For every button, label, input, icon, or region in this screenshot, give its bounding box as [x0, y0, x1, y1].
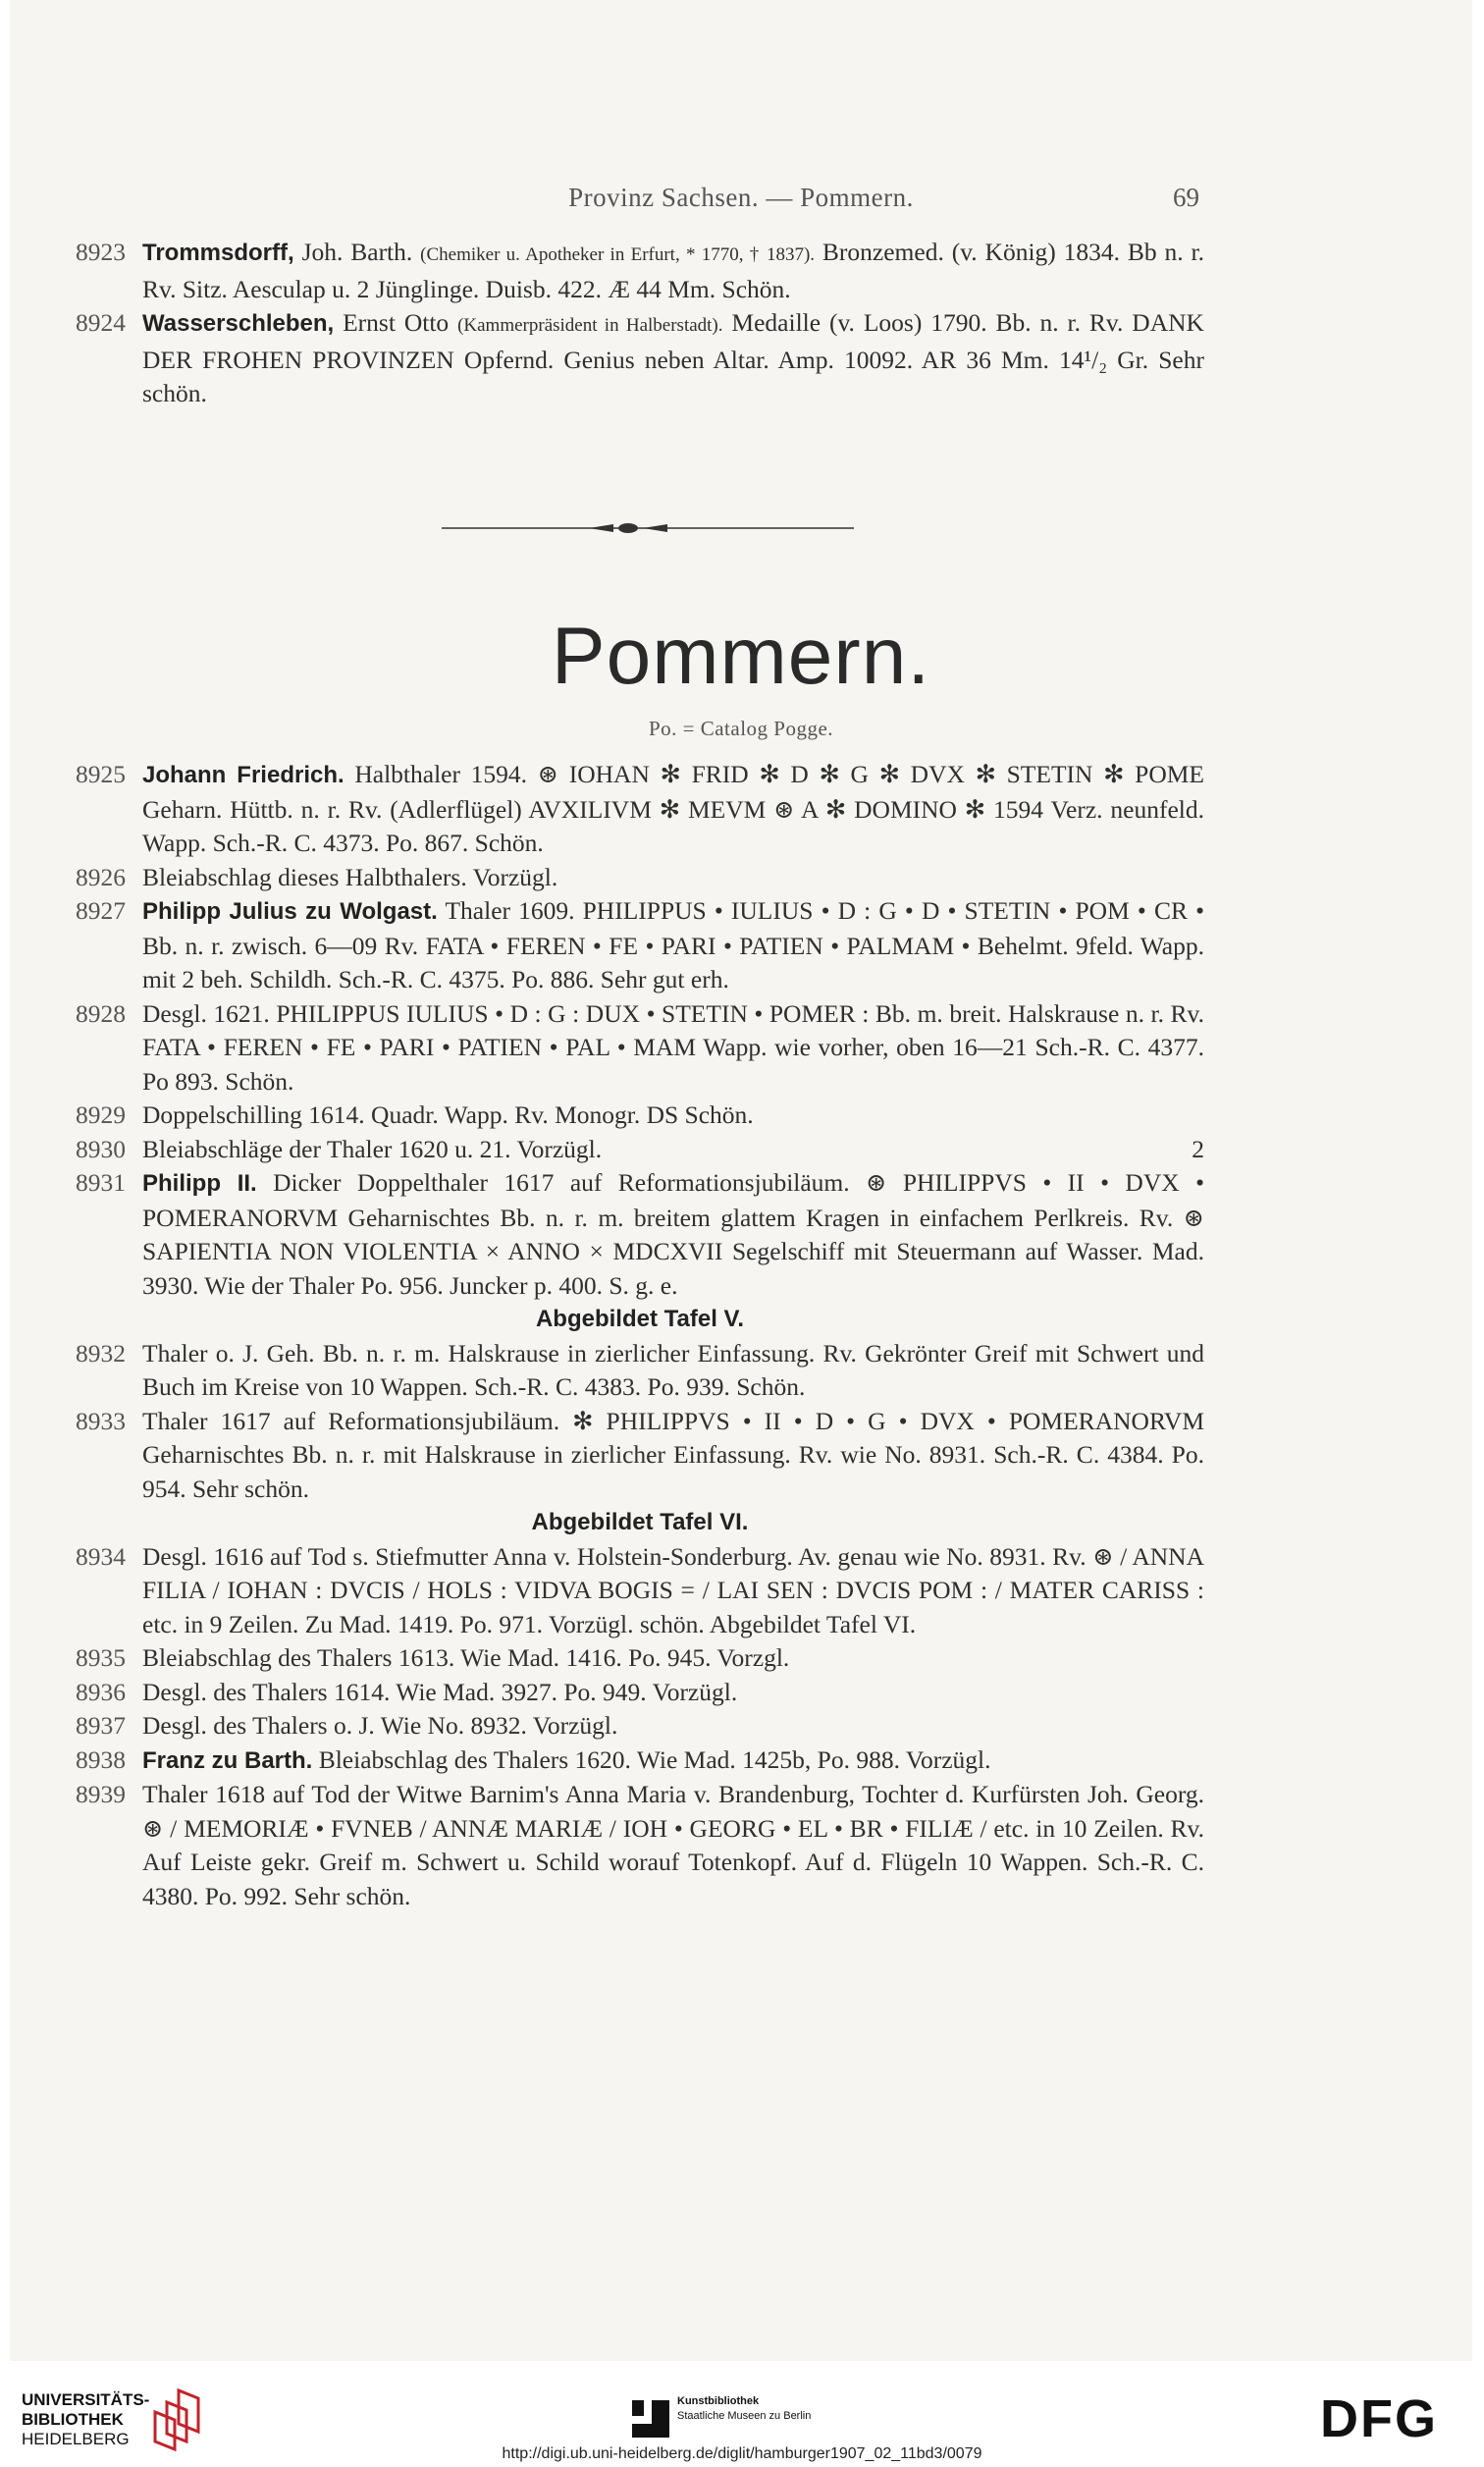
catalog-entry	[76, 1099, 1204, 1133]
logo-text-line: Kunstbibliothek	[677, 2395, 760, 2407]
catalog-entry	[76, 758, 1204, 861]
logo-text-line: Staatliche Museen zu Berlin	[677, 2410, 812, 2422]
kunstbibliothek-logo-icon	[632, 2400, 669, 2438]
logo-text-line: BIBLIOTHEK	[22, 2410, 124, 2429]
entry-text: Desgl. des Thalers o. J. Wie No. 8932. Vorzügl.	[142, 1711, 618, 1740]
entry-text: Dicker Doppelthaler 1617 auf Reformationsjubiläum. ⊛ PHILIPPVS • II • DVX • POMERANORVM Geharnischtes Bb. n. r. m. breitem glattem Kragen in einfachem Perlkreis. Rv. ⊛ SAPIENTIA NON VIOLENTIA × ANNO × MDCXVII Segelschiff mit Steuermann auf Wasser. Mad. 3930. Wie der Thaler Po. 956. Juncker p. 400. S. g. e.	[142, 1168, 1204, 1300]
page-header	[10, 183, 1472, 222]
entry-text: Bronzemed. (v. König) 1834. Bb n. r. Rv. Sitz. Aesculap u. 2 Jünglinge. Duisb. 422. Æ 44 Mm. Schön.	[142, 238, 1205, 303]
entry-text: Desgl. des Thalers 1614. Wie Mad. 3927. Po. 949. Vorzügl.	[142, 1677, 738, 1706]
entry-number: 8930	[76, 1134, 126, 1163]
entry-text: Thaler 1618 auf Tod der Witwe Barnim's Anna Maria v. Brandenburg, Tochter d. Kurfürsten Joh. Georg. ⊛ / MEMORIÆ • FVNEB / ANNÆ MARIÆ / IOH • GEORG • EL • BR • FILIÆ / etc. in 10 Zeilen. Rv. Auf Leiste gekr. Greif m. Schwert u. Schild worauf Totenkopf. Auf d. Flügeln 10 Wappen. Sch.-R. C. 4380. Po. 992. Sehr schön.	[142, 1780, 1204, 1910]
entry-number: 8923	[76, 238, 126, 266]
entry-number: 8932	[76, 1338, 126, 1368]
entry-text: Desgl. 1621. PHILIPPUS IULIUS • D : G : DUX • STETIN • POMER : Bb. m. breit. Halskrause n. r. Rv. FATA • FEREN • FE • PARI • PATIEN • PAL • MAM Wapp. wie vorher, oben 16—21 Sch.-R. C. 4377. Po 893. Schön.	[142, 998, 1204, 1096]
entry-number: 8934	[76, 1541, 126, 1571]
scanned-page	[10, 0, 1472, 2361]
catalog-entry	[76, 1676, 1204, 1710]
logo-text-line: HEIDELBERG	[22, 2430, 130, 2448]
catalog-entry	[76, 236, 1204, 306]
entry-text: Doppelschilling 1614. Quadr. Wapp. Rv. Monogr. DS Schön.	[142, 1100, 754, 1129]
ornament-divider	[442, 518, 854, 538]
catalog-entry	[76, 894, 1204, 997]
entry-text: Halbthaler 1594. ⊛ IOHAN ✻ FRID ✻ D ✻ G ✻ DVX ✻ STETIN ✻ POME Geharn. Hüttb. n. r. Rv. (Adlerflügel) AVXILIVM ✻ MEVM ⊛ A ✻ DOMINO ✻ 1594 Verz. neunfeld. Wapp. Sch.-R. C. 4373. Po. 867. Schön.	[142, 760, 1204, 857]
dfg-logo: DFG	[1320, 2389, 1438, 2448]
figure-reference: Abgebildet Tafel VI.	[531, 1509, 749, 1535]
library-emblem-icon	[145, 2383, 204, 2451]
catalog-entry	[76, 306, 1204, 411]
figure-reference: Abgebildet Tafel V.	[535, 1306, 745, 1332]
entry-name: Franz zu Barth.	[142, 1746, 313, 1774]
university-library-logo	[22, 2390, 149, 2449]
entry-number: 8936	[76, 1677, 126, 1706]
catalog-entry	[76, 1540, 1204, 1642]
entry-text: Bleiabschlag des Thalers 1620. Wie Mad. 1425b, Po. 988. Vorzügl.	[312, 1744, 991, 1774]
entry-name: Trommsdorff,	[142, 240, 294, 266]
entry-number: 8928	[76, 998, 126, 1028]
entry-number: 8926	[76, 862, 126, 891]
running-title: Provinz Sachsen. — Pommern.	[568, 183, 914, 212]
entry-number: 8925	[76, 760, 126, 788]
entry-name: Philipp II.	[142, 1170, 257, 1197]
catalog-entry	[76, 1709, 1204, 1743]
kunstbibliothek-label	[677, 2394, 811, 2424]
entry-number: 8931	[76, 1168, 126, 1197]
catalog-entry	[76, 1337, 1204, 1405]
entry-text: Bleiabschläge der Thaler 1620 u. 21. Vorzügl.	[142, 1134, 603, 1163]
entry-number: 8927	[76, 896, 126, 925]
entry-number: 8933	[76, 1406, 126, 1435]
entry-text: Medaille (v. Loos) 1790. Bb. n. r. Rv. DANK DER FROHEN PROVINZEN Opfernd. Genius neben Altar. Amp. 10092. AR 36 Mm. 14¹/₂ Gr. Sehr schön.	[142, 308, 1204, 407]
entry-name: Wasserschleben,	[142, 310, 335, 337]
footer	[0, 2361, 1484, 2467]
entry-note: (Kammerpräsident in Halberstadt).	[457, 315, 723, 336]
logo-text-line: UNIVERSITÄTS-	[22, 2390, 150, 2409]
entry-name: Johann Friedrich.	[142, 762, 344, 788]
entry-text: Thaler o. J. Geh. Bb. n. r. m. Halskrause in zierlicher Einfassung. Rv. Gekrönter Greif mit Schwert und Buch im Kreise von 10 Wappen. Sch.-R. C. 4383. Po. 939. Schön.	[142, 1338, 1204, 1401]
source-url[interactable]: http://digi.ub.uni-heidelberg.de/diglit/hamburger1907_02_11bd3/0079	[502, 2445, 982, 2462]
entries-main	[76, 758, 1204, 1913]
entry-number: 8924	[76, 308, 126, 337]
catalog-entry	[76, 1778, 1204, 1913]
entry-number: 8929	[76, 1100, 126, 1129]
page-number: 69	[1173, 183, 1199, 212]
entry-text: Thaler 1617 auf Reformationsjubiläum. ✻ PHILIPPVS • II • D • G • DVX • POMERANORVM Geharnischtes Bb. n. r. mit Halskrause in zierlicher Einfassung. Rv. wie No. 8931. Sch.-R. C. 4384. Po. 954. Sehr schön.	[142, 1406, 1204, 1503]
entries-top	[76, 236, 1204, 411]
entry-number: 8938	[76, 1744, 126, 1774]
catalog-entry	[76, 1405, 1204, 1507]
entry-number: 8939	[76, 1780, 126, 1808]
entry-number: 8935	[76, 1643, 126, 1672]
entry-name: Philipp Julius zu Wolgast.	[142, 898, 438, 925]
entry-text: Bleiabschlag des Thalers 1613. Wie Mad. 1416. Po. 945. Vorzgl.	[142, 1643, 790, 1672]
entry-text: Bleiabschlag dieses Halbthalers. Vorzügl.	[142, 862, 558, 891]
catalog-note: Po. = Catalog Pogge.	[648, 717, 834, 740]
entry-text: Joh. Barth.	[293, 238, 421, 266]
entry-text: Desgl. 1616 auf Tod s. Stiefmutter Anna v. Holstein-Sonderburg. Av. genau wie No. 8931. Rv. ⊛ / ANNA FILIA / IOHAN : DVCIS / HOLS : VIDVA BOGIS = / LAI SEN : DVCIS POM : / MATER CARISS : etc. in 9 Zeilen. Zu Mad. 1419. Po. 971. Vorzügl. schön. Abgebildet Tafel VI.	[142, 1541, 1204, 1638]
catalog-entry	[76, 1641, 1204, 1676]
catalog-entry	[76, 1166, 1204, 1303]
entry-note: (Chemiker u. Apotheker in Erfurt, * 1770, † 1837).	[420, 244, 816, 265]
catalog-entry	[76, 997, 1204, 1099]
entry-number: 8937	[76, 1711, 126, 1740]
catalog-entry	[76, 1743, 1204, 1779]
entry-text: Ernst Otto	[334, 308, 458, 337]
entry-quantity: 2	[1192, 1134, 1204, 1163]
catalog-entry	[76, 861, 1204, 895]
catalog-entry	[76, 1133, 1204, 1167]
entry-text: Thaler 1609. PHILIPPUS • IULIUS • D : G • D • STETIN • POM • CR • Bb. n. r. zwisch. 6—09 Rv. FATA • FEREN • FE • PARI • PATIEN • PALMAM • Behelmt. 9feld. Wapp. mit 2 beh. Schildh. Sch.-R. C. 4375. Po. 886. Sehr gut erh.	[142, 896, 1205, 993]
section-title: Pommern.	[551, 612, 931, 701]
